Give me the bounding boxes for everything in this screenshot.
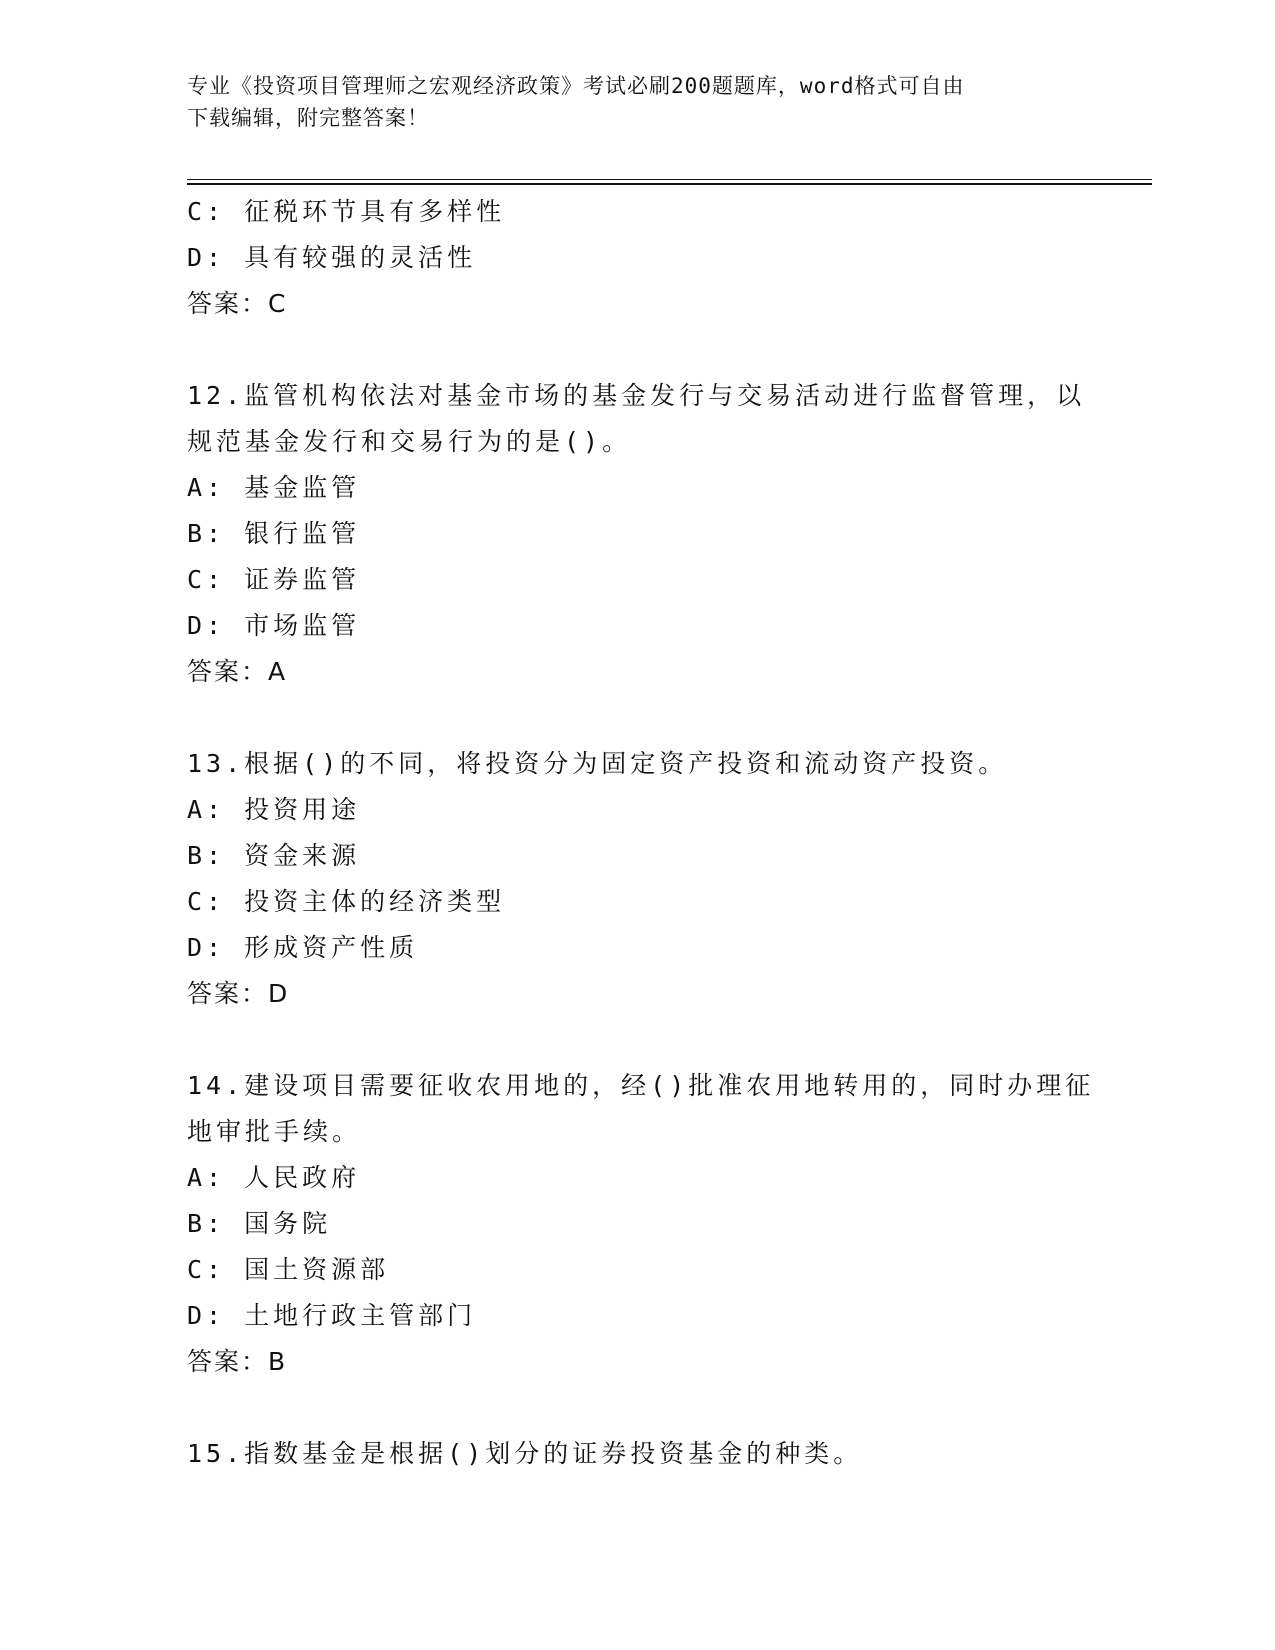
answer: 答案：B <box>187 1347 288 1376</box>
question-list <box>187 189 1095 1477</box>
question-text-line: 12.监管机构依法对基金市场的基金发行与交易活动进行监督管理，以 <box>187 381 1086 410</box>
spacer <box>187 327 1087 373</box>
option-c: C: 证券监管 <box>187 565 361 594</box>
option-d: D: 土地行政主管部门 <box>187 1301 477 1330</box>
spacer <box>187 1385 1087 1431</box>
question-text-line: 15.指数基金是根据()划分的证券投资基金的种类。 <box>187 1439 863 1468</box>
option-c: C: 征税环节具有多样性 <box>187 197 506 226</box>
question-text-line: 13.根据()的不同，将投资分为固定资产投资和流动资产投资。 <box>187 749 1008 778</box>
question-text-line: 规范基金发行和交易行为的是()。 <box>187 427 632 456</box>
header-divider-thin <box>187 179 1152 180</box>
header-divider-thick <box>187 183 1152 185</box>
spacer <box>187 1017 1087 1063</box>
option-d: D: 形成资产性质 <box>187 933 419 962</box>
option-d: D: 具有较强的灵活性 <box>187 243 477 272</box>
option-b: B: 银行监管 <box>187 519 361 548</box>
header-line-1: 专业《投资项目管理师之宏观经济政策》考试必刷200题题库，word格式可自由 <box>187 74 965 98</box>
answer: 答案：A <box>187 657 288 686</box>
question-15 <box>187 1431 1087 1477</box>
question-12 <box>187 373 1087 695</box>
header-line-2: 下载编辑，附完整答案！ <box>187 106 429 130</box>
option-c: C: 国土资源部 <box>187 1255 390 1284</box>
answer: 答案：D <box>187 979 290 1008</box>
option-a: A: 人民政府 <box>187 1163 361 1192</box>
option-c: C: 投资主体的经济类型 <box>187 887 506 916</box>
option-a: A: 投资用途 <box>187 795 361 824</box>
option-d: D: 市场监管 <box>187 611 361 640</box>
question-text-line: 地审批手续。 <box>187 1117 362 1146</box>
option-a: A: 基金监管 <box>187 473 361 502</box>
spacer <box>187 695 1087 741</box>
question-14 <box>187 1063 1095 1385</box>
question-text-line: 14.建设项目需要征收农用地的，经()批准农用地转用的，同时办理征 <box>187 1071 1095 1100</box>
document-header <box>187 70 1087 134</box>
option-b: B: 国务院 <box>187 1209 332 1238</box>
question-11-tail <box>187 189 1087 327</box>
question-13 <box>187 741 1087 1017</box>
option-b: B: 资金来源 <box>187 841 361 870</box>
answer: 答案：C <box>187 289 288 318</box>
